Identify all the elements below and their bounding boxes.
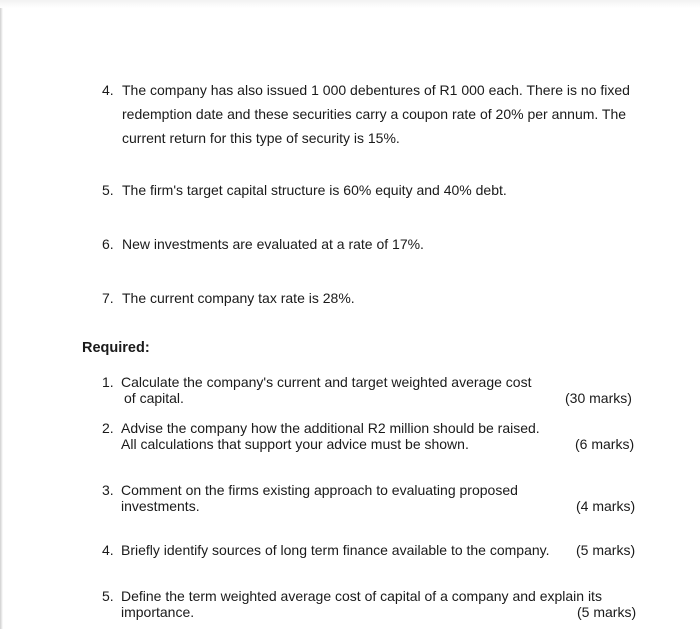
required-text-line1: Define the term weighted average cost of capital of a company and explain its (121, 588, 602, 604)
required-text-line1: Briefly identify sources of long term finance available to the company. (121, 542, 550, 558)
required-item-3 (102, 482, 642, 514)
fact-text: New investments are evaluated at a rate of 17%. (122, 236, 424, 252)
required-number: 1. (102, 374, 114, 390)
required-text (121, 542, 642, 558)
required-heading: Required: (82, 340, 150, 356)
required-text (121, 588, 642, 620)
marks-label: (5 marks) (577, 604, 637, 620)
fact-text: The firm's target capital structure is 60% equity and 40% debt. (122, 182, 507, 198)
required-text-line1: Calculate the company's current and target weighted average cost (121, 374, 532, 390)
required-text-line2: All calculations that support your advice must be shown. (121, 436, 469, 452)
fact-number: 6. (102, 236, 114, 252)
required-text (121, 482, 642, 514)
required-item-4 (102, 542, 642, 558)
required-text-line2: importance. (121, 604, 195, 620)
fact-number: 7. (102, 290, 114, 306)
required-item-5 (102, 588, 642, 620)
fact-item-6 (102, 232, 642, 256)
marks-label: (5 marks) (576, 542, 636, 558)
fact-text: The current company tax rate is 28%. (122, 290, 355, 306)
required-number: 5. (102, 588, 114, 604)
required-text (121, 374, 642, 406)
marks-label: (4 marks) (576, 498, 636, 514)
fact-number: 5. (102, 182, 114, 198)
fact-item-7 (102, 286, 642, 310)
fact-item-5 (102, 178, 642, 202)
required-text-line2: of capital. (124, 390, 184, 406)
required-item-2 (102, 420, 642, 452)
fact-number: 4. (102, 82, 114, 98)
marks-label: (6 marks) (575, 436, 635, 452)
fact-text: The company has also issued 1 000 debentures of R1 000 each. There is no fixed redemption date and these securities carry a coupon rate of 20% per annum. The current return for this type of security is 15%. (122, 82, 630, 146)
fact-item-4 (102, 78, 642, 150)
required-text-line1: Comment on the firms existing approach to evaluating proposed (121, 482, 518, 498)
required-item-1 (102, 374, 642, 406)
required-text-line2: investments. (121, 498, 200, 514)
required-number: 3. (102, 482, 114, 498)
required-number: 2. (102, 420, 114, 436)
required-number: 4. (102, 542, 114, 558)
page-edge-shadow (0, 0, 3, 629)
required-text-line1: Advise the company how the additional R2 million should be raised. (121, 420, 540, 436)
marks-label: (30 marks) (565, 390, 632, 406)
page-top-shading (0, 0, 700, 8)
required-text (121, 420, 642, 452)
